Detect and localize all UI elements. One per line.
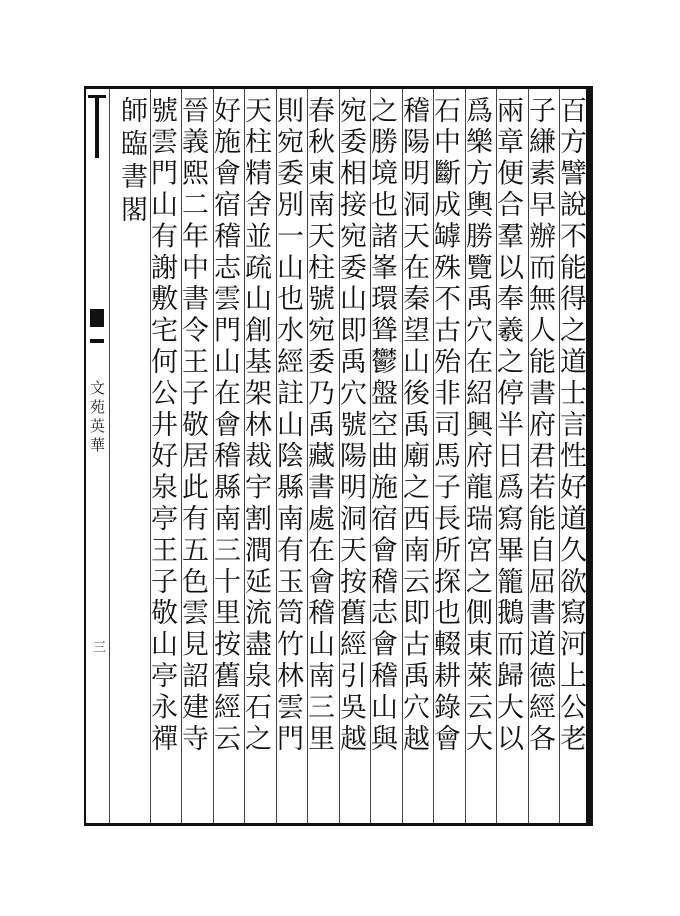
text-column-15: 師臨書閣 bbox=[116, 96, 147, 228]
fold-book-title: 文苑英華 bbox=[88, 380, 106, 456]
text-column-5: 石中斷成罅殊不古殆非司馬子長所探也輟耕錄會 bbox=[429, 96, 460, 756]
text-column-10: 則宛委別一山也水經註山陰縣南有玉笥竹林雲門 bbox=[272, 96, 303, 756]
text-column-1: 百方譬說不能得之道士言性好道久欲寫河上公老 bbox=[555, 96, 586, 756]
fold-margin bbox=[86, 89, 108, 823]
text-column-12: 好施會宿稽志雲門山在會稽縣南三十里按舊經云 bbox=[209, 96, 240, 756]
text-column-6: 稽陽明洞天在秦望山後禹廟之西南云即古禹穴越 bbox=[398, 96, 429, 756]
text-column-8: 宛委相接宛委山即禹穴號陽明洞天按舊經引吳越 bbox=[335, 96, 366, 756]
text-column-2: 子縑素早辦而無人能書府君若能自屈書道德經各 bbox=[524, 96, 555, 756]
fold-block-mark bbox=[90, 309, 104, 327]
text-column-13: 晉義熙二年中書令王子敬居此有五色雲見詔建寺 bbox=[177, 96, 208, 756]
text-column-7: 之勝境也諸峯環聳鬱盤空曲施宿會稽志會稽山與 bbox=[366, 96, 397, 756]
text-column-11: 天柱精舍並疏山創基架林裁宇割澗延流盡泉石之 bbox=[240, 96, 271, 756]
frame-top-border bbox=[84, 86, 590, 89]
text-column-9: 春秋東南天柱號宛委乃禹藏書處在會稽山南三里 bbox=[303, 96, 334, 756]
column-rule bbox=[109, 89, 110, 823]
fold-fishtail-bar bbox=[95, 98, 99, 158]
frame-bottom-border bbox=[84, 823, 590, 826]
fold-block-mark bbox=[90, 339, 104, 343]
fold-page-number: 三 bbox=[90, 640, 105, 653]
text-column-14: 號雲門山有謝敷宅何公井好泉亭王子敬山亭永禪 bbox=[146, 96, 177, 756]
text-column-4: 爲樂方輿勝覽禹穴在紹興府龍瑞宮之側東萊云大 bbox=[461, 96, 492, 756]
text-column-3: 兩章便合羣以奉羲之停半日爲寫畢籠鵝而歸大以 bbox=[492, 96, 523, 756]
